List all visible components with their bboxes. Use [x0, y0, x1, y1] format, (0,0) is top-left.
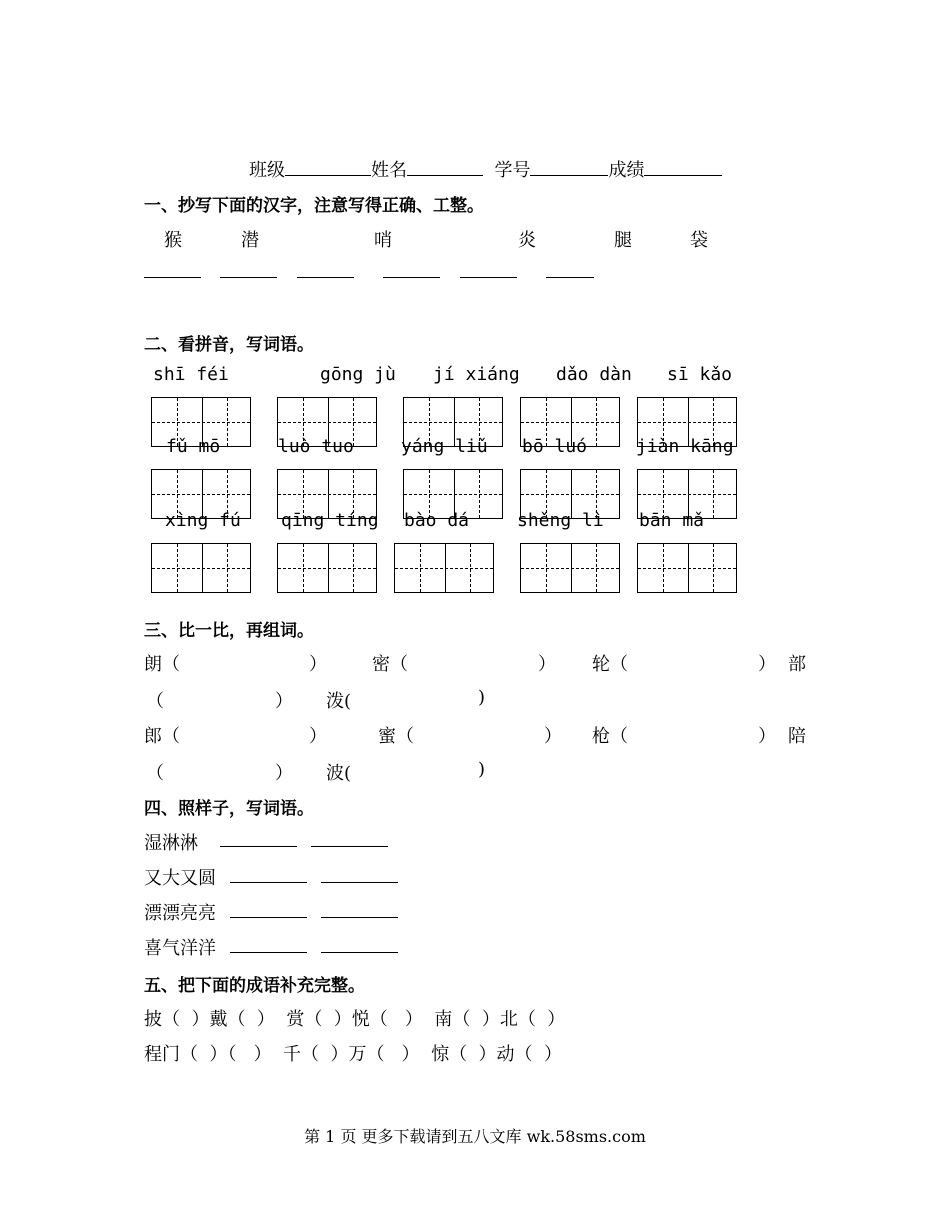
- writing-grid-box[interactable]: [151, 543, 251, 593]
- pinyin-label: gōng jù: [320, 364, 396, 385]
- pinyin-label: bān mǎ: [639, 510, 705, 531]
- s1-char-3: 哨: [374, 230, 392, 251]
- s3-char: 泼(: [326, 691, 352, 712]
- s3-paren: ）: [309, 726, 327, 747]
- pinyin-label: xìng fú: [165, 510, 241, 531]
- name-blank[interactable]: [407, 159, 483, 176]
- pinyin-label: jí xiáng: [433, 364, 520, 385]
- s4-example: 又大又圆: [144, 868, 216, 889]
- page-footer: 第 1 页 更多下载请到五八文库 wk.58sms.com: [304, 1127, 646, 1146]
- s3-char: 波(: [326, 763, 352, 784]
- s3-char: 密（: [372, 654, 408, 675]
- pinyin-label: jiàn kāng: [636, 436, 734, 457]
- score-label: 成绩: [608, 160, 645, 181]
- pinyin-label: dǎo dàn: [556, 364, 632, 385]
- s1-write-line[interactable]: [297, 277, 354, 278]
- writing-grid-box[interactable]: [394, 543, 494, 593]
- s4-answer-line[interactable]: [230, 882, 307, 883]
- pinyin-label: bō luó: [522, 436, 588, 457]
- s4-answer-line[interactable]: [311, 846, 388, 847]
- s1-write-line[interactable]: [383, 277, 440, 278]
- idiom-line-1: 披（ ）戴（ ） 赏（ ）悦（ ） 南（ ）北（ ）: [144, 1009, 566, 1030]
- pinyin-label: bào dá: [404, 510, 470, 531]
- idiom-line-2: 程门（ ）（ ） 千（ ）万（ ） 惊（ ）动（ ）: [144, 1044, 562, 1065]
- s3-paren: ）: [309, 654, 327, 675]
- s3-paren: ): [478, 687, 486, 708]
- s3-char: 枪（: [592, 726, 628, 747]
- s3-paren: ）: [758, 654, 776, 675]
- writing-grid-box[interactable]: [637, 543, 737, 593]
- id-label: 学号: [494, 160, 531, 181]
- pinyin-label: luò tuo: [278, 436, 354, 457]
- s1-char-4: 炎: [518, 230, 536, 251]
- score-blank[interactable]: [644, 159, 722, 176]
- name-label: 姓名: [371, 160, 407, 181]
- section1-title: 一、抄写下面的汉字，注意写得正确、工整。: [144, 196, 484, 216]
- s4-answer-line[interactable]: [321, 882, 398, 883]
- s1-char-6: 袋: [690, 230, 708, 251]
- s3-paren: （: [146, 763, 164, 784]
- s3-paren: ）: [544, 726, 562, 747]
- s1-char-5: 腿: [614, 230, 632, 251]
- s1-write-line[interactable]: [546, 277, 594, 278]
- s4-answer-line[interactable]: [230, 952, 307, 953]
- s1-char-1: 猴: [164, 230, 182, 251]
- section2-title: 二、看拼音，写词语。: [144, 335, 314, 355]
- class-blank[interactable]: [285, 159, 371, 176]
- student-info-header: [249, 156, 722, 182]
- s3-paren: ）: [275, 691, 293, 712]
- pinyin-label: shěng lì: [517, 510, 604, 531]
- s3-paren: ）: [538, 654, 556, 675]
- pinyin-label: shī féi: [153, 364, 229, 385]
- s1-write-line[interactable]: [460, 277, 517, 278]
- s4-example: 漂漂亮亮: [144, 903, 216, 924]
- s4-example: 喜气洋洋: [144, 938, 216, 959]
- s3-char: 部: [788, 654, 806, 675]
- class-label: 班级: [249, 160, 285, 181]
- s3-paren: ）: [275, 763, 293, 784]
- section3-title: 三、比一比，再组词。: [144, 621, 314, 641]
- pinyin-label: fǔ mō: [166, 436, 221, 457]
- s4-answer-line[interactable]: [230, 917, 307, 918]
- s4-answer-line[interactable]: [321, 917, 398, 918]
- id-blank[interactable]: [530, 159, 608, 176]
- s3-paren: （: [146, 691, 164, 712]
- writing-grid-box[interactable]: [277, 543, 377, 593]
- writing-grid-box[interactable]: [520, 543, 620, 593]
- s3-paren: ): [478, 759, 486, 780]
- s1-write-line[interactable]: [220, 277, 277, 278]
- s3-char: 陪: [788, 726, 806, 747]
- s3-paren: ）: [758, 726, 776, 747]
- s3-char: 郎（: [144, 726, 180, 747]
- pinyin-label: qīng tíng: [281, 510, 379, 531]
- section4-title: 四、照样子，写词语。: [144, 799, 314, 819]
- s4-example: 湿淋淋: [144, 833, 198, 854]
- s4-answer-line[interactable]: [220, 846, 297, 847]
- section5-title: 五、把下面的成语补充完整。: [144, 976, 365, 996]
- s1-char-2: 潜: [241, 230, 259, 251]
- s3-char: 朗（: [144, 654, 180, 675]
- s3-char: 轮（: [592, 654, 628, 675]
- pinyin-label: sī kǎo: [667, 364, 733, 385]
- s3-char: 蜜（: [378, 726, 414, 747]
- s4-answer-line[interactable]: [321, 952, 398, 953]
- s1-write-line[interactable]: [144, 277, 201, 278]
- pinyin-label: yáng liǔ: [401, 436, 488, 457]
